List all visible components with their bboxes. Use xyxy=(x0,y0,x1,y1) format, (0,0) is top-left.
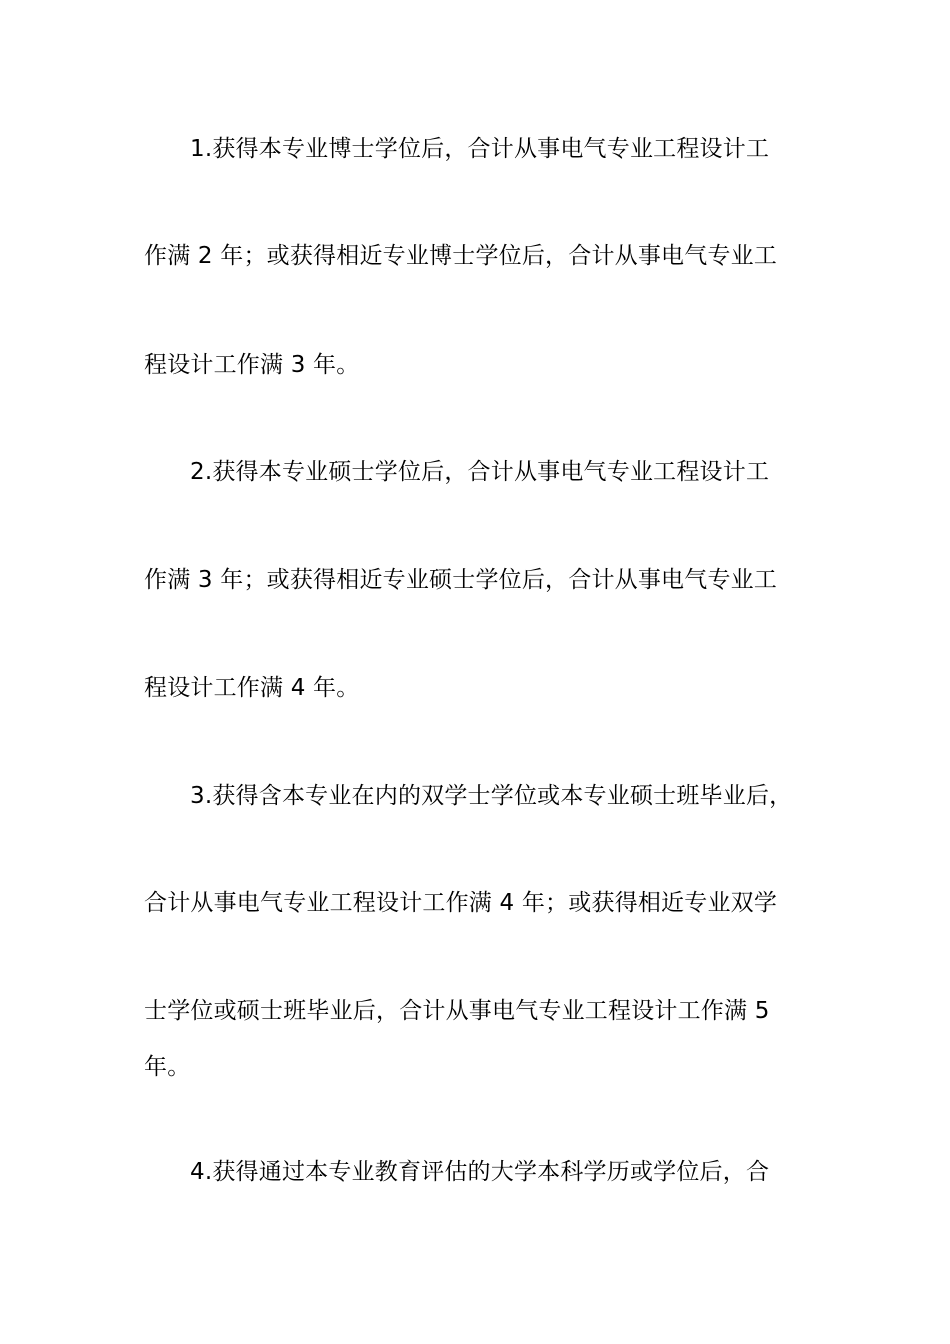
item-2-line-3: 程设计工作满 4 年。 xyxy=(144,675,360,701)
item-3-line-3: 士学位或硕士班毕业后，合计从事电气专业工程设计工作满 5 xyxy=(144,998,770,1024)
item-3-line-2: 合计从事电气专业工程设计工作满 4 年；或获得相近专业双学 xyxy=(144,890,778,916)
item-1-line-2: 作满 2 年；或获得相近专业博士学位后，合计从事电气专业工 xyxy=(144,243,778,269)
item-1-line-3: 程设计工作满 3 年。 xyxy=(144,352,360,378)
item-4-line-1: 4.获得通过本专业教育评估的大学本科学历或学位后，合 xyxy=(190,1159,770,1185)
item-3-line-1: 3.获得含本专业在内的双学士学位或本专业硕士班毕业后， xyxy=(190,783,793,809)
item-1-line-1: 1.获得本专业博士学位后，合计从事电气专业工程设计工 xyxy=(190,136,770,162)
item-3-line-4: 年。 xyxy=(144,1054,191,1080)
item-2-line-1: 2.获得本专业硕士学位后，合计从事电气专业工程设计工 xyxy=(190,459,770,485)
item-2-line-2: 作满 3 年；或获得相近专业硕士学位后，合计从事电气专业工 xyxy=(144,567,778,593)
